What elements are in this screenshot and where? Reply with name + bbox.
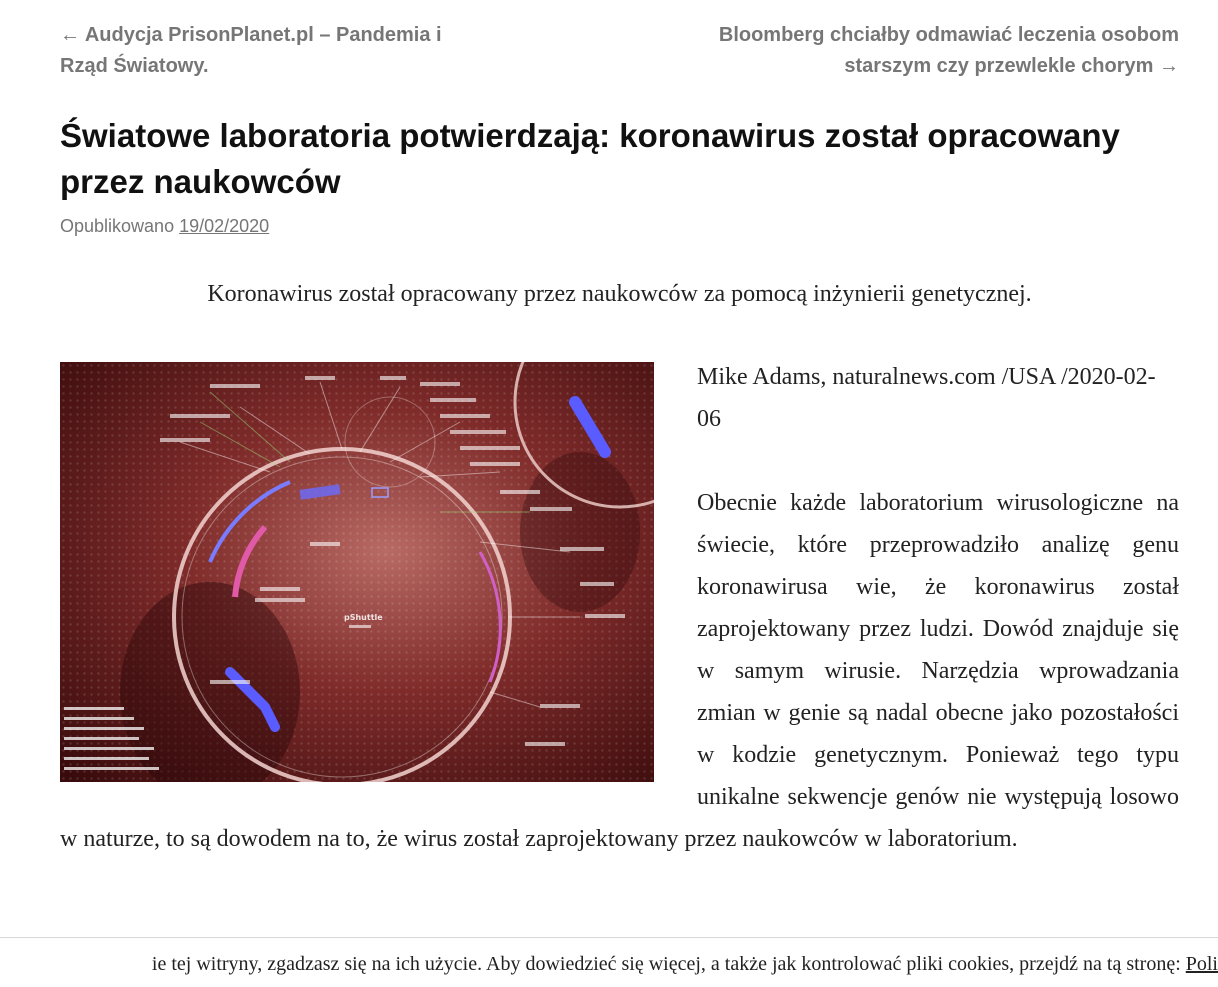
article-title: Światowe laboratoria potwierdzają: koronawirus został opracowany przez naukowców (60, 117, 1120, 200)
article-body-paragraph: Obecnie każde laboratorium wirusologiczne na świecie, które przeprowadziło analizę genu koronawirusa wie, że koronawirus został zaprojektowany przez ludzi. Dowód znajduje się w samym wirusie. Narzędzia wprowadzania zmian w genie są nadal obecne jako pozostałości w kodzie genetycznym. Ponieważ tego typu unikalne sekwencje genów nie występują losowo w naturze, to są dowodem na to, że wirus został zaprojektowany przez naukowców w laboratorium. (60, 490, 1179, 852)
published-date-link[interactable]: 19/02/2020 (179, 216, 270, 236)
plasmid-map-illustration (60, 362, 654, 782)
cookie-notice-text (152, 952, 1218, 976)
cookie-policy-link[interactable]: Poli (1185, 953, 1218, 975)
published-label: Opublikowano (60, 216, 175, 236)
article-lead: Koronawirus został opracowany przez naukowców za pomocą inżynierii genetycznej. (207, 281, 1032, 307)
plasmid-name-label: pShuttle (344, 613, 383, 622)
post-navigation (60, 20, 1179, 82)
article-content (60, 356, 1179, 860)
article-byline: Mike Adams, naturalnews.com /USA /2020-02-06 (697, 364, 1156, 432)
previous-post-link[interactable]: ← Audycja PrisonPlanet.pl – Pandemia i Rząd Światowy. (60, 24, 442, 77)
cookie-notice-message: ie tej witryny, zgadzasz się na ich użycie. Aby dowiedzieć się więcej, a także jak kontrolować pliki cookies, przejdź na tą stronę: (151, 953, 1186, 975)
cookie-notice-bar (0, 937, 1218, 987)
article-meta (60, 216, 269, 237)
next-post-link[interactable]: Bloomberg chciałby odmawiać leczenia osobom starszym czy przewlekle chorym → (718, 24, 1179, 77)
article-image (60, 362, 654, 782)
